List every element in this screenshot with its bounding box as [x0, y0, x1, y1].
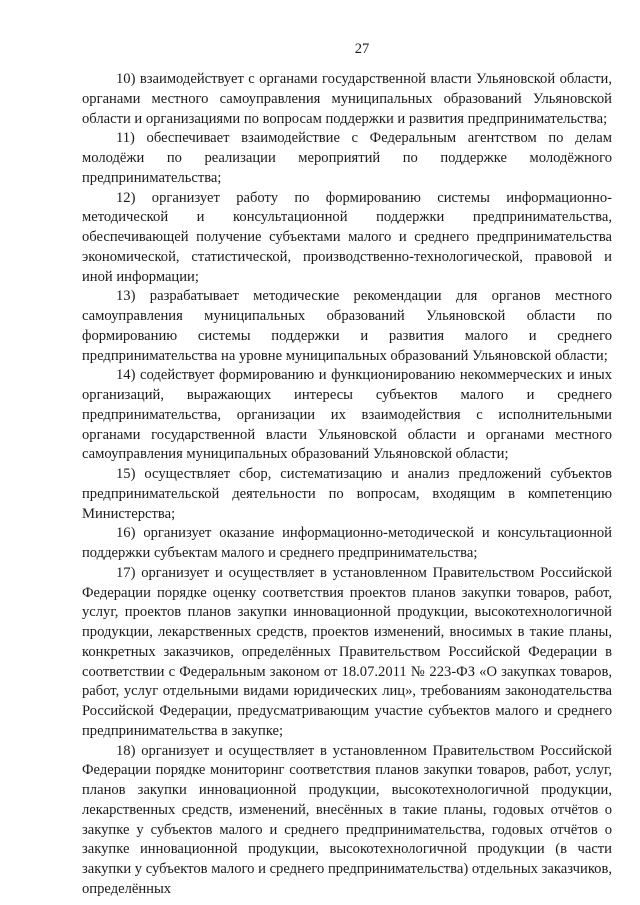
paragraph-15: 15) осуществляет сбор, систематизацию и анализ предложений субъектов предпринимательской деятельности по вопросам, входящим в компетенцию Министерства; — [82, 466, 612, 522]
paragraph-16: 16) организует оказание информационно-методической и консультационной поддержки субъектам малого и среднего предпринимательства; — [82, 525, 612, 561]
paragraph-14: 14) содействует формированию и функционированию некоммерческих и иных организаций, выражающих интересы субъектов малого и среднего предпринимательства, организации их взаимодействия с исполнительными органами государственной власти Ульяновской области и органами местного самоуправления муниципальных образований Ульяновской области; — [82, 367, 612, 463]
page-number: 27 — [354, 41, 370, 57]
paragraph-11: 11) обеспечивает взаимодействие с Федеральным агентством по делам молодёжи по реализации мероприятий по поддержке молодёжного предпринимательства; — [82, 130, 612, 186]
paragraph-17: 17) организует и осуществляет в установленном Правительством Российской Федерации порядке оценку соответствия проектов планов закупки товаров, работ, услуг, проектов планов закупки инновационной продукции, высокотехнологичной продукции, лекарственных средств, проектов изменений, вносимых в такие планы, конкретных заказчиков, определённых Правительством Российской Федерации в соответствии с Федеральным законом от 18.07.2011 № 223-ФЗ «О закупках товаров, работ, услуг отдельными видами юридических лиц», требованиям законодательства Российской Федерации, предусматривающим участие субъектов малого и среднего предпринимательства в закупке; — [82, 564, 612, 739]
paragraph-12: 12) организует работу по формированию системы информационно-методической и консультационной поддержки предпринимательства, обеспечивающей получение субъектами малого и среднего предпринимательства экономической, статистической, производственно-технологической, правовой и иной информации; — [82, 189, 612, 285]
paragraph-18: 18) организует и осуществляет в установленном Правительством Российской Федерации порядке мониторинг соответствия планов закупки товаров, работ, услуг, планов закупки инновационной продукции, высокотехнологичной продукции, лекарственных средств, изменений, внесённых в такие планы, годовых отчётов о закупке у субъектов малого и среднего предпринимательства, годовых отчётов о закупке инновационной продукции, высокотехнологичной продукции (в части закупки у субъектов малого и среднего предпринимательства) отдельных заказчиков, определённых — [82, 742, 612, 897]
paragraph-10: 10) взаимодействует с органами государственной власти Ульяновской области, органами местного самоуправления муниципальных образований Ульяновской области и организациями по вопросам поддержки и развития предпринимательства; — [82, 71, 612, 127]
paragraph-13: 13) разрабатывает методические рекомендации для органов местного самоуправления муниципальных образований Ульяновской области по формированию системы поддержки и развития малого и среднего предпринимательства на уровне муниципальных образований Ульяновской области; — [82, 288, 612, 364]
